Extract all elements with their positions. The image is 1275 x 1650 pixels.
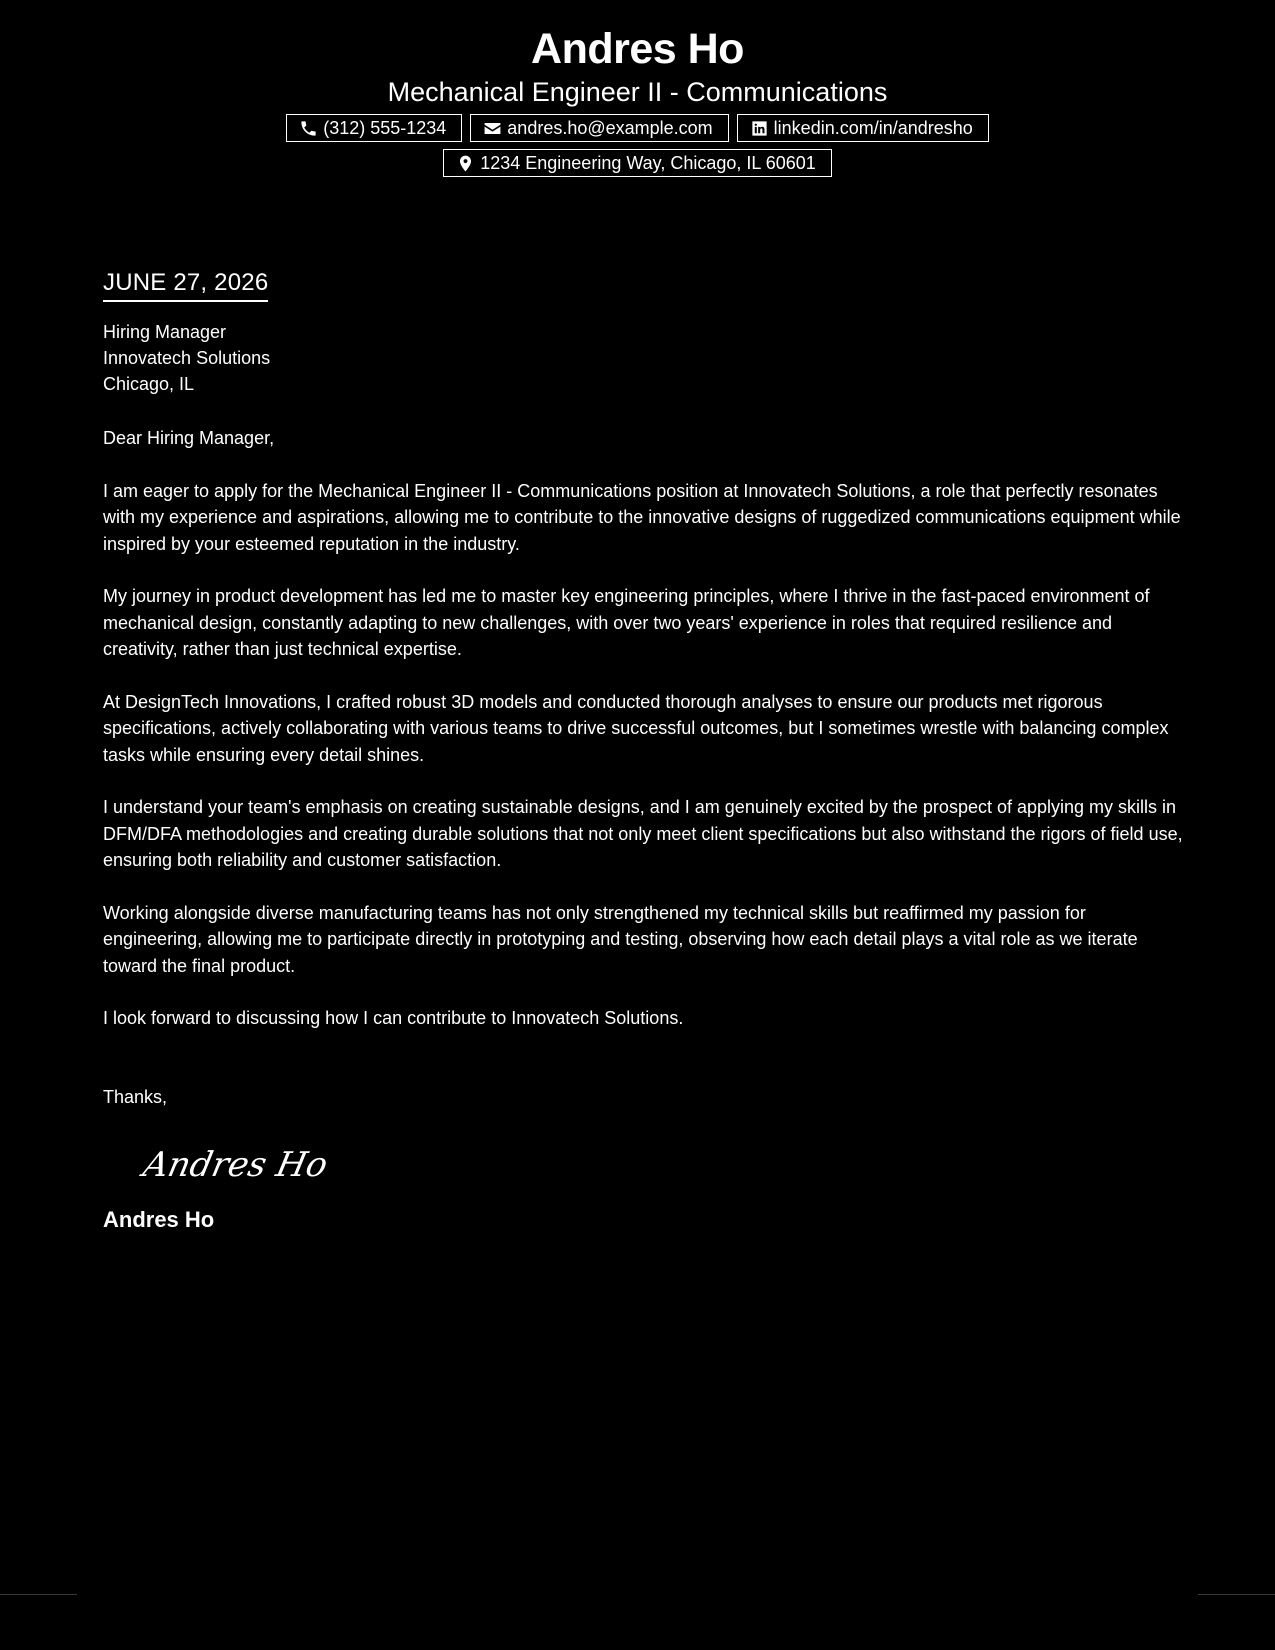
address-text: 1234 Engineering Way, Chicago, IL 60601	[480, 153, 816, 173]
letter-paragraph: I am eager to apply for the Mechanical Engineer II - Communications position at Innovatech Solutions, a role that perfectly resonates with my experience and aspirations, allowing me to contribute to the innovative designs of ruggedized communications equipment while inspired by your esteemed reputation in the industry.	[103, 480, 1181, 554]
closing: Thanks,	[103, 1086, 168, 1107]
linkedin-contact[interactable]	[737, 114, 989, 142]
footer-divider-right	[1198, 1594, 1275, 1595]
letter-paragraph: At DesignTech Innovations, I crafted robust 3D models and conducted thorough analyses to ensure our products met rigorous specifications, actively collaborating with various teams to drive successful outcomes, but I sometimes wrestle with balancing complex tasks while ensuring every detail shines.	[103, 691, 1169, 765]
email-contact[interactable]	[470, 114, 728, 142]
address-contact[interactable]	[443, 149, 832, 177]
letter-paragraph: I look forward to discussing how I can contribute to Innovatech Solutions.	[103, 1008, 684, 1028]
phone-text: (312) 555-1234	[323, 118, 447, 138]
linkedin-text: linkedin.com/in/andresho	[773, 118, 973, 138]
recipient-line: Chicago, IL	[103, 374, 195, 394]
letter-paragraph: My journey in product development has led me to master key engineering principles, where I thrive in the fast-paced environment of mechanical design, constantly adapting to new challenges, with over two years' experience in roles that required resilience and creativity, rather than just technical expertise.	[103, 586, 1150, 659]
recipient-line: Hiring Manager	[103, 322, 227, 342]
handwritten-signature	[139, 1132, 1183, 1192]
linkedin-icon	[750, 119, 769, 138]
salutation: Dear Hiring Manager,	[103, 428, 275, 448]
phone-contact[interactable]	[286, 114, 462, 142]
envelope-icon	[483, 119, 502, 138]
contact-row-address	[0, 149, 1275, 177]
email-text: andres.ho@example.com	[507, 118, 713, 138]
footer-divider-left	[0, 1594, 77, 1595]
recipient-line: Innovatech Solutions	[103, 348, 271, 368]
letter-paragraph: I understand your team's emphasis on creating sustainable designs, and I am genuinely excited by the prospect of applying my skills in DFM/DFA methodologies and creating durable solutions that not only meet client specifications but also withstand the rigors of field use, ensuring both reliability and customer satisfaction.	[103, 797, 1183, 870]
job-title: Mechanical Engineer II - Communications	[387, 77, 888, 107]
map-marker-icon	[456, 154, 475, 173]
contact-row	[0, 114, 1275, 142]
recipient-block	[103, 319, 1183, 397]
letter-date: JUNE 27, 2026	[103, 266, 268, 302]
signature-text: Andres Ho	[139, 1145, 332, 1185]
signed-name: Andres Ho	[103, 1207, 215, 1232]
applicant-name: Andres Ho	[531, 25, 744, 73]
letter-paragraph: Working alongside diverse manufacturing teams has not only strengthened my technical skills but reaffirmed my passion for engineering, allowing me to participate directly in prototyping and testing, observing how each detail plays a vital role as we iterate toward the final product.	[103, 902, 1138, 976]
letter-header	[0, 22, 1275, 177]
letter-body	[103, 266, 1183, 1234]
phone-icon	[299, 119, 318, 138]
